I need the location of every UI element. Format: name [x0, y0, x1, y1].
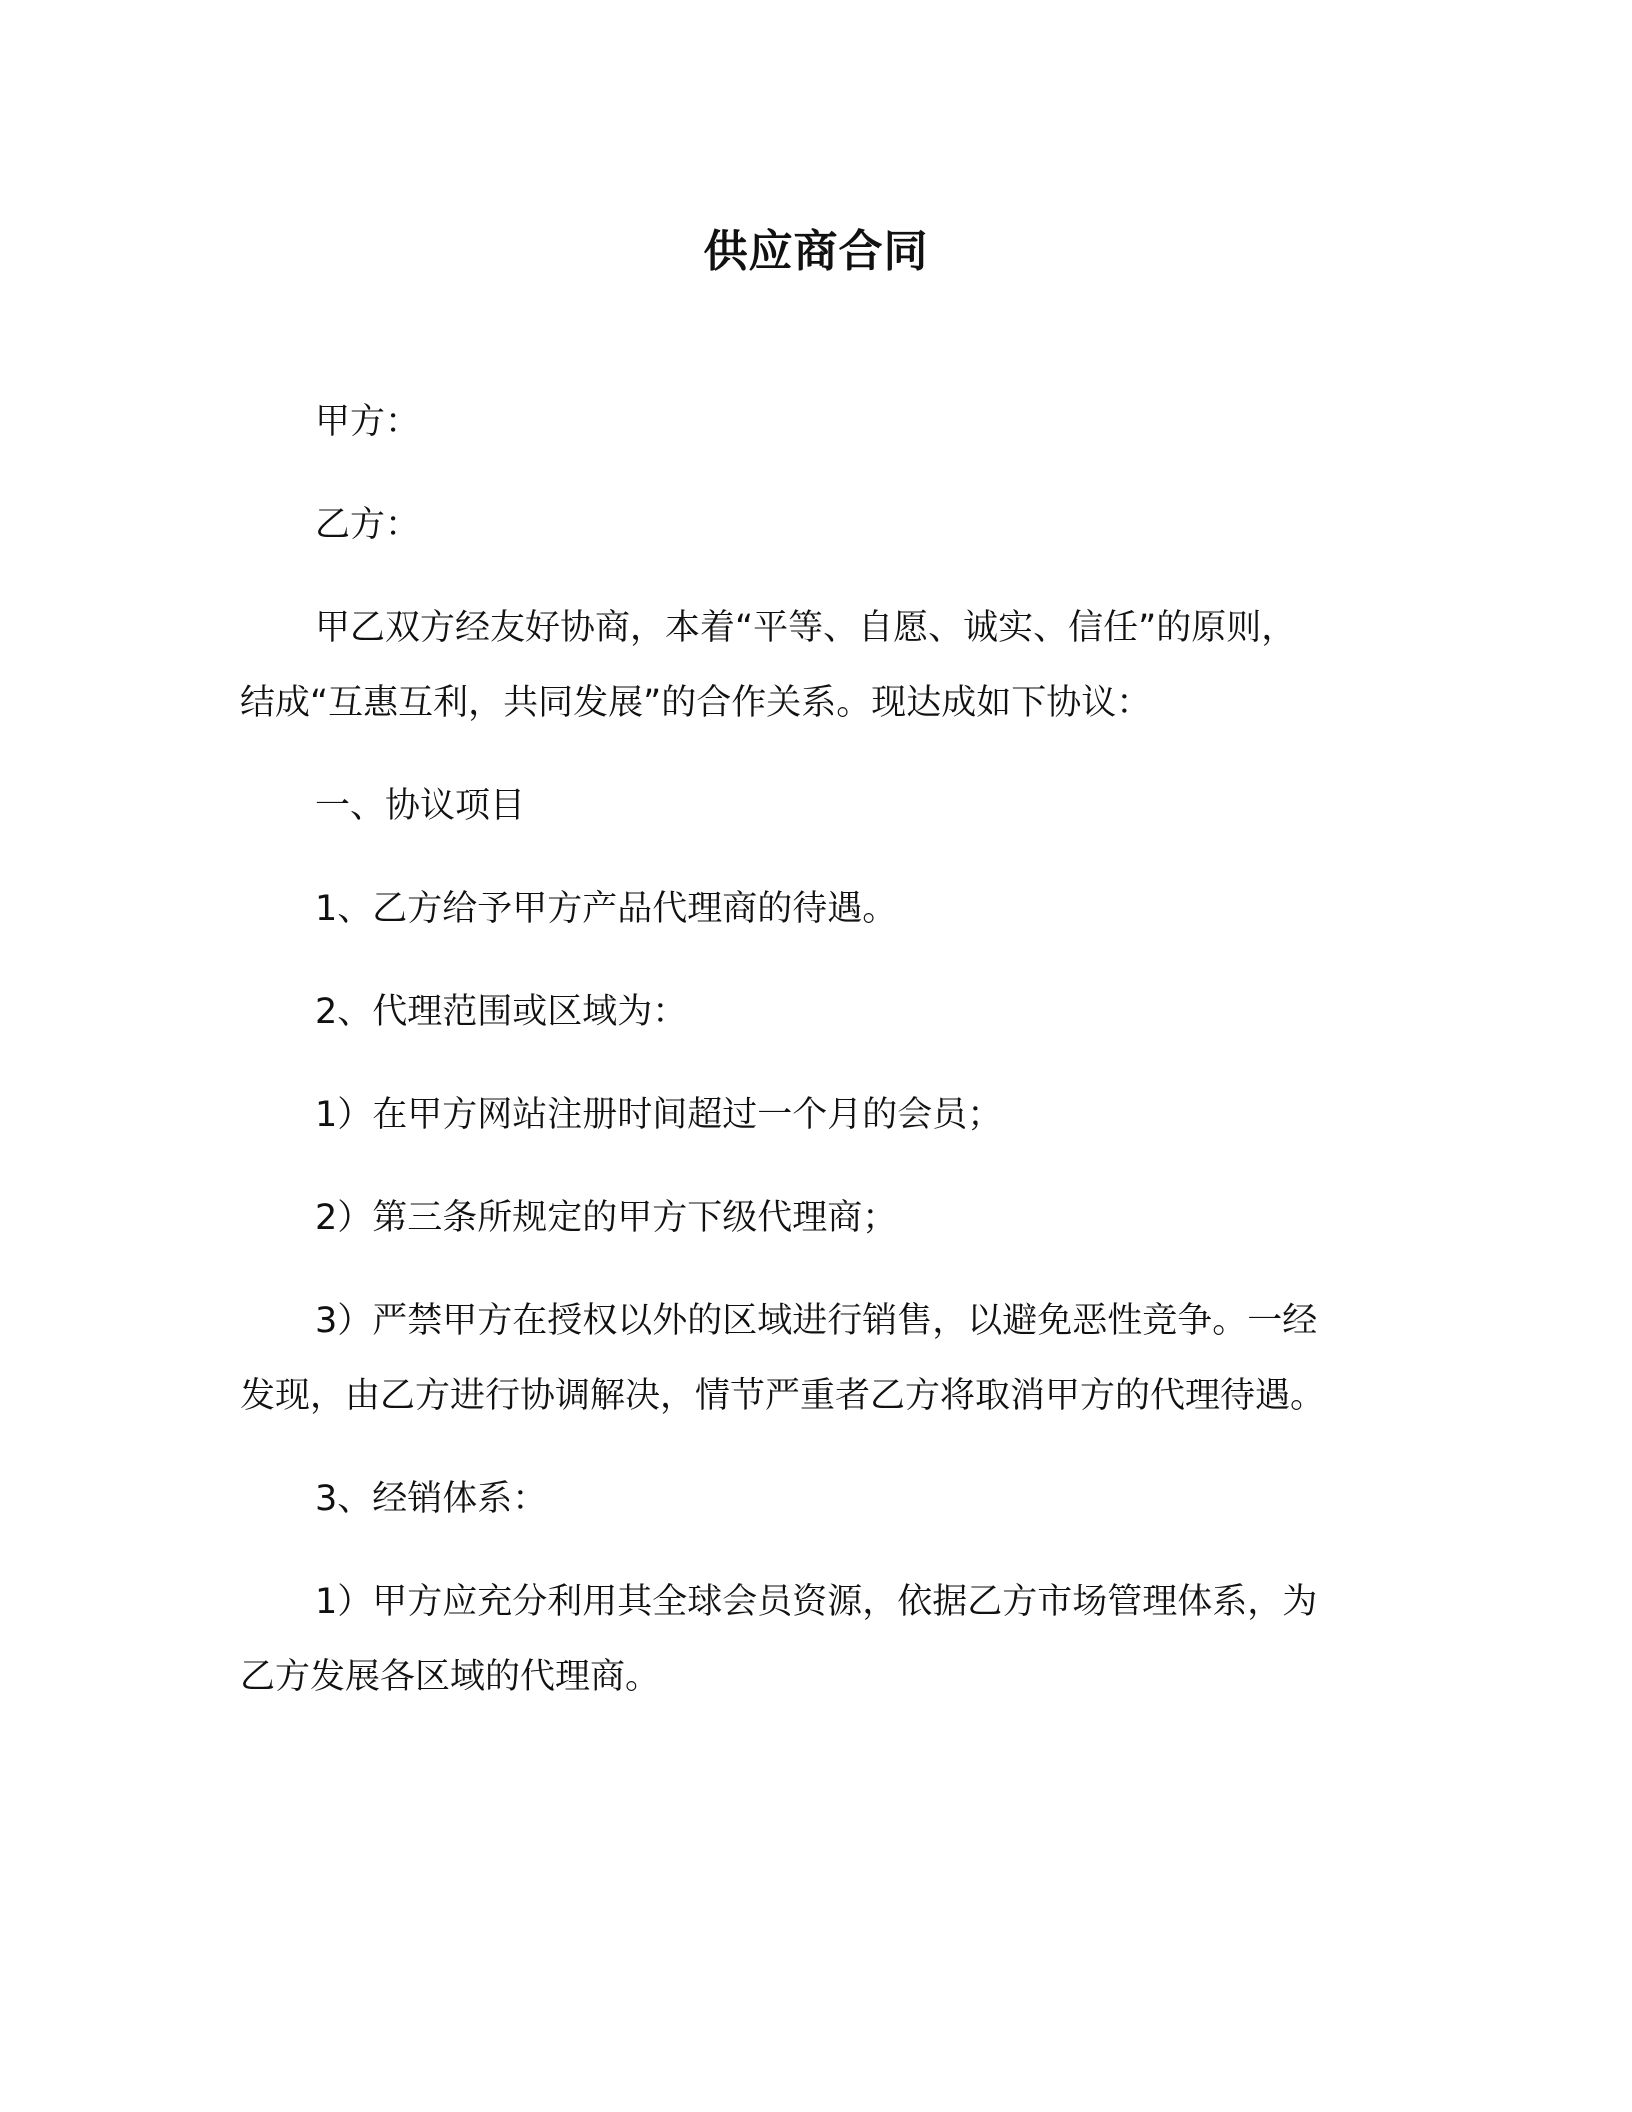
clause-3-sub-1-line-1: 1）甲方应充分利用其全球会员资源，依据乙方市场管理体系，为	[315, 1582, 1318, 1622]
clause-2-sub-3-line-1: 3）严禁甲方在授权以外的区域进行销售，以避免恶性竞争。一经	[315, 1301, 1318, 1341]
clause-3-sub-1-line-2: 乙方发展各区域的代理商。	[240, 1657, 661, 1697]
clause-2-sub-1: 1）在甲方网站注册时间超过一个月的会员；	[315, 1095, 1003, 1135]
clause-2-sub-3-line-2: 发现，由乙方进行协调解决，情节严重者乙方将取消甲方的代理待遇。	[240, 1376, 1326, 1416]
clause-2-sub-2: 2）第三条所规定的甲方下级代理商；	[315, 1198, 898, 1238]
party-b-label: 乙方：	[315, 505, 421, 545]
document-title: 供应商合同	[703, 226, 929, 277]
party-a-label: 甲方：	[315, 402, 421, 442]
clause-1: 1、乙方给予甲方产品代理商的待遇。	[315, 889, 898, 929]
clause-2: 2、代理范围或区域为：	[315, 992, 688, 1032]
section-1-heading: 一、协议项目	[315, 786, 526, 826]
intro-line-1: 甲乙双方经友好协商，本着“平等、自愿、诚实、信任”的原则，	[315, 608, 1297, 648]
intro-line-2: 结成“互惠互利，共同发展”的合作关系。现达成如下协议：	[240, 683, 1152, 723]
clause-3: 3、经销体系：	[315, 1479, 548, 1519]
